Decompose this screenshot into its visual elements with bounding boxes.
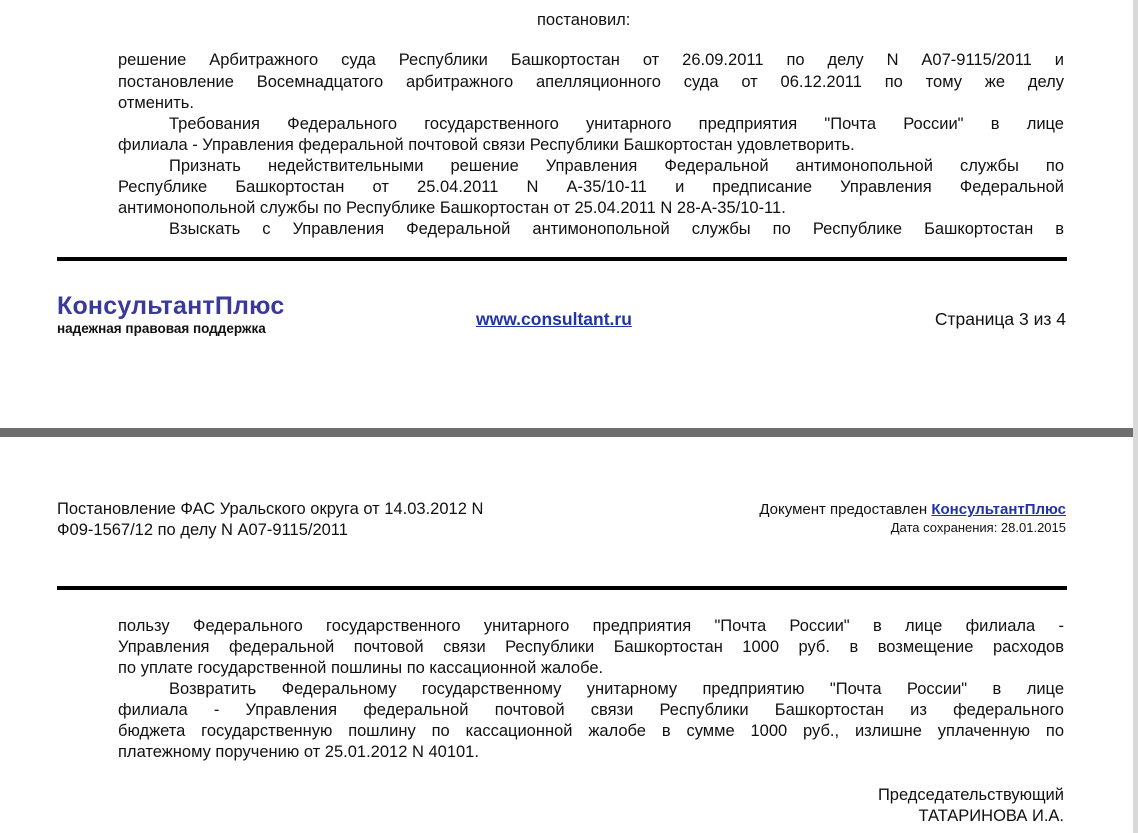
text-line: решение Арбитражного суда Республики Башкортостан от 26.09.2011 по делу N А07-9115/2011 и	[118, 51, 1064, 69]
logo-tagline: надежная правовая поддержка	[57, 321, 266, 336]
text-line: Взыскать с Управления Федеральной антимонопольной службы по Республике Башкортостан в	[169, 220, 1064, 238]
text-line: бюджета государственную пошлину по кассационной жалобе в сумме 1000 руб., излишне уплаченную по	[118, 722, 1064, 740]
signature-name: ТАТАРИНОВА И.А.	[918, 807, 1064, 825]
text-line: платежному поручению от 25.01.2012 N 40101.	[118, 743, 479, 761]
text-line: по уплате государственной пошлины по кассационной жалобе.	[118, 659, 604, 677]
page-separator	[0, 428, 1138, 437]
document-title	[57, 499, 483, 541]
provided-by	[660, 501, 1066, 518]
footer-divider	[57, 257, 1067, 261]
text-line: пользу Федерального государственного унитарного предприятия "Почта России" в лице филиала -	[118, 617, 1064, 635]
resolution-heading: постановил:	[537, 11, 631, 29]
text-line: филиала - Управления федеральной почтовой связи Республики Башкортостан из федерального	[118, 701, 1064, 719]
provider-link[interactable]: КонсультантПлюс	[931, 501, 1066, 518]
header-divider	[57, 586, 1067, 590]
text-line: филиала - Управления федеральной почтовой связи Республики Башкортостан удовлетворить.	[118, 136, 855, 154]
text-line: Республике Башкортостан от 25.04.2011 N А-35/10-11 и предписание Управления Федеральной	[118, 178, 1064, 196]
consultant-logo: КонсультантПлюс	[57, 292, 285, 320]
text-line: Признать недействительными решение Управления Федеральной антимонопольной службы по	[169, 157, 1064, 175]
text-line: Управления федеральной почтовой связи Республики Башкортостан 1000 руб. в возмещение расходов	[118, 638, 1064, 656]
text-line: постановление Восемнадцатого арбитражного апелляционного суда от 06.12.2011 по тому же делу	[118, 73, 1064, 91]
page-number: Страница 3 из 4	[934, 309, 1066, 329]
text-line: Требования Федерального государственного унитарного предприятия "Почта России" в лице	[169, 115, 1064, 133]
scrollbar-track[interactable]	[1133, 0, 1138, 833]
text-line: отменить.	[118, 94, 194, 112]
website-link[interactable]: www.consultant.ru	[476, 309, 632, 329]
provided-by-text: Документ предоставлен	[759, 501, 932, 518]
document-title-line: Ф09-1567/12 по делу N А07-9115/2011	[57, 521, 348, 539]
signature-title: Председательствующий	[877, 786, 1064, 804]
text-line: Возвратить Федеральному государственному унитарному предприятию "Почта России" в лице	[169, 680, 1064, 698]
save-date: Дата сохранения: 28.01.2015	[890, 520, 1066, 535]
text-line: антимонопольной службы по Республике Башкортостан от 25.04.2011 N 28-А-35/10-11.	[118, 199, 786, 217]
document-title-line: Постановление ФАС Уральского округа от 14.03.2012 N	[57, 500, 484, 518]
